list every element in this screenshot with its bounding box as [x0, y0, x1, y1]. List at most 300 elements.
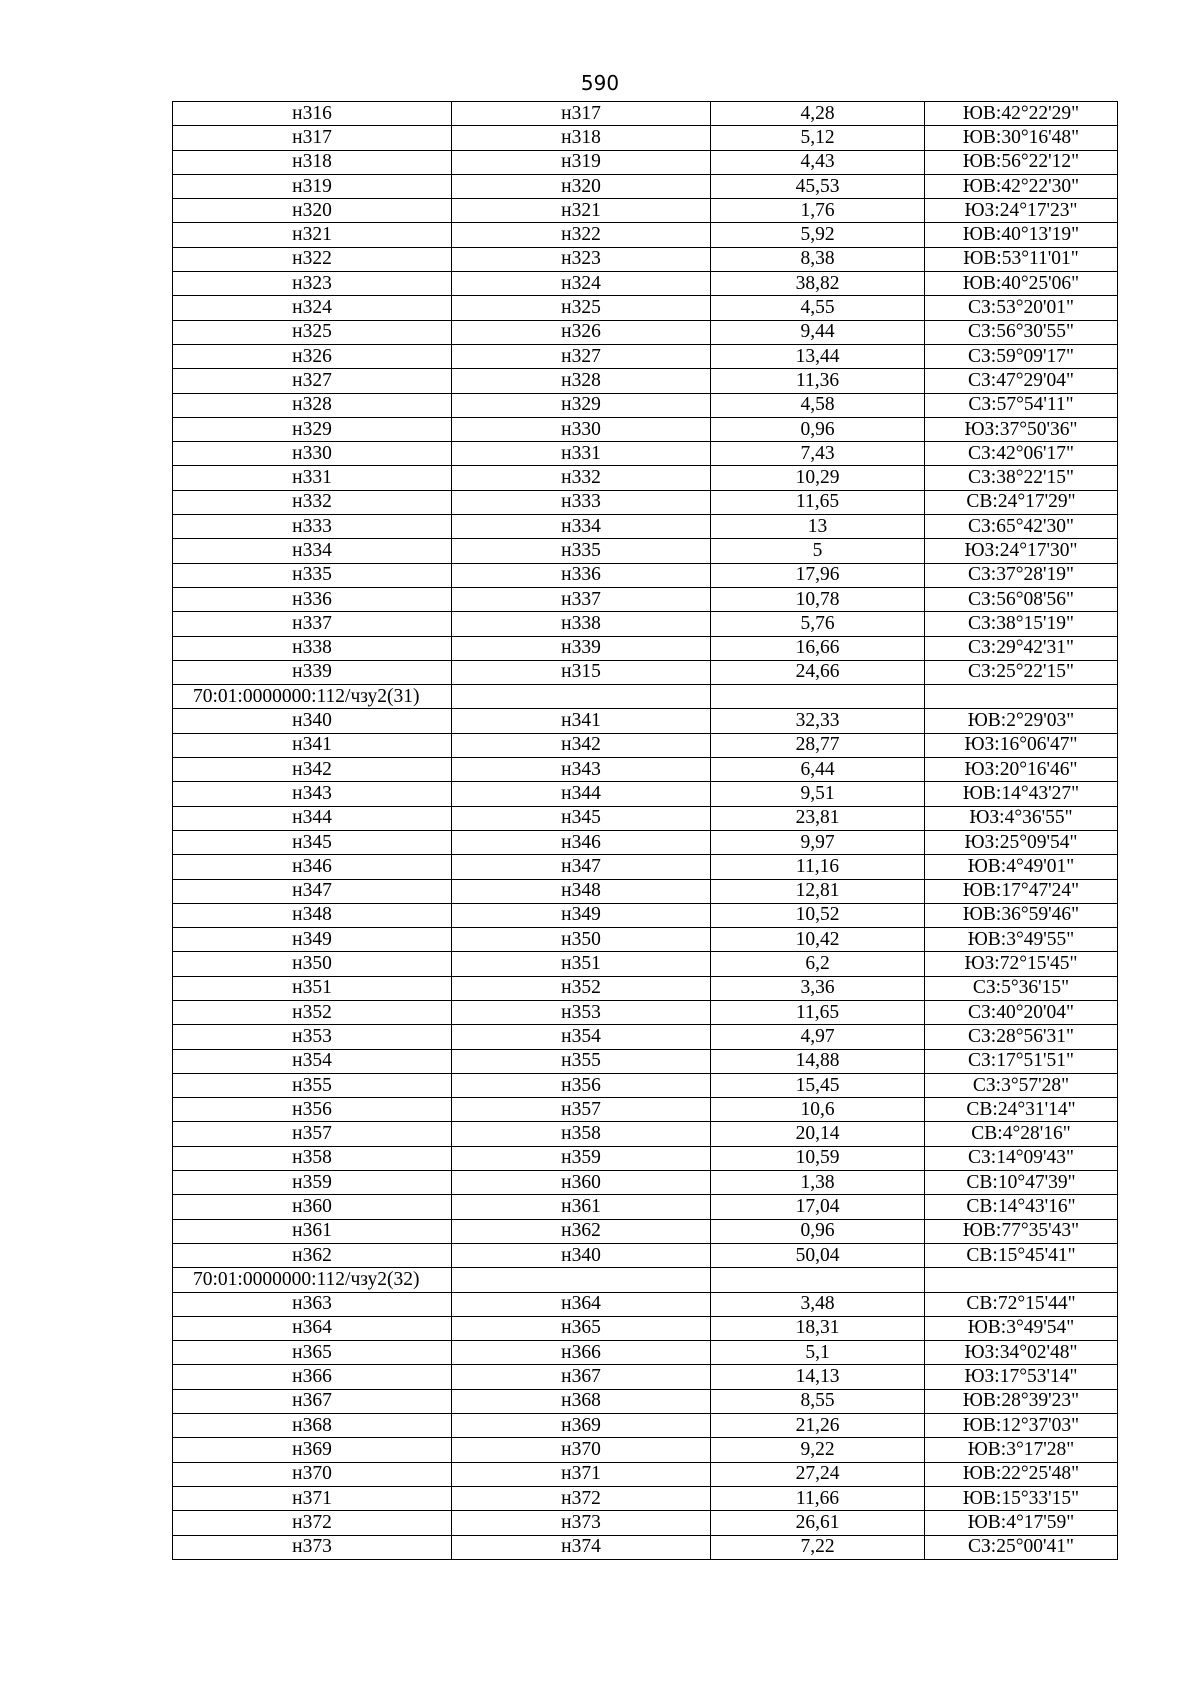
direction-bearing: СЗ:5°36'15"	[925, 976, 1118, 1000]
segment-length: 6,2	[711, 952, 925, 976]
segment-length: 15,45	[711, 1073, 925, 1097]
direction-bearing: ЮЗ:20°16'46"	[925, 758, 1118, 782]
table-row	[173, 1292, 1118, 1316]
table-row	[173, 1462, 1118, 1486]
direction-bearing: ЮВ:3°17'28"	[925, 1438, 1118, 1462]
point-to: н351	[452, 952, 711, 976]
point-from: н328	[173, 393, 452, 417]
point-to: н349	[452, 903, 711, 927]
point-from: н345	[173, 830, 452, 854]
table-row	[173, 1365, 1118, 1389]
segment-length: 45,53	[711, 174, 925, 198]
segment-length: 27,24	[711, 1462, 925, 1486]
segment-length: 8,55	[711, 1389, 925, 1413]
table-row	[173, 782, 1118, 806]
segment-length: 5,1	[711, 1341, 925, 1365]
point-to: н319	[452, 150, 711, 174]
point-to: н366	[452, 1341, 711, 1365]
point-from: н349	[173, 928, 452, 952]
segment-length: 32,33	[711, 709, 925, 733]
point-to: н354	[452, 1025, 711, 1049]
segment-length: 6,44	[711, 758, 925, 782]
table-row	[173, 247, 1118, 271]
point-to: н367	[452, 1365, 711, 1389]
segment-length: 4,43	[711, 150, 925, 174]
boundary-segments-table	[172, 101, 1118, 1560]
table-row	[173, 806, 1118, 830]
direction-bearing: СЗ:17°51'51"	[925, 1049, 1118, 1073]
point-from: н327	[173, 369, 452, 393]
table-row	[173, 150, 1118, 174]
point-to: н330	[452, 417, 711, 441]
point-from: н317	[173, 126, 452, 150]
segment-length: 13,44	[711, 344, 925, 368]
segment-length: 3,48	[711, 1292, 925, 1316]
point-to: н356	[452, 1073, 711, 1097]
direction-bearing: ЮВ:4°49'01"	[925, 855, 1118, 879]
segment-length: 16,66	[711, 636, 925, 660]
point-from: н366	[173, 1365, 452, 1389]
direction-bearing: ЮЗ:34°02'48"	[925, 1341, 1118, 1365]
table-row	[173, 126, 1118, 150]
point-from: н363	[173, 1292, 452, 1316]
table-body	[173, 102, 1118, 1560]
segment-length: 11,36	[711, 369, 925, 393]
point-to: н315	[452, 660, 711, 684]
direction-bearing: ЮВ:15°33'15"	[925, 1486, 1118, 1510]
point-from: н359	[173, 1171, 452, 1195]
section-empty-col-3	[711, 685, 925, 709]
table-row	[173, 1316, 1118, 1340]
table-row	[173, 952, 1118, 976]
point-to: н345	[452, 806, 711, 830]
table-row	[173, 563, 1118, 587]
table-row	[173, 1146, 1118, 1170]
segment-length: 20,14	[711, 1122, 925, 1146]
segment-length: 11,65	[711, 490, 925, 514]
table-row	[173, 102, 1118, 126]
table-row	[173, 1243, 1118, 1267]
point-to: н369	[452, 1414, 711, 1438]
point-from: н364	[173, 1316, 452, 1340]
point-to: н365	[452, 1316, 711, 1340]
table-row	[173, 1414, 1118, 1438]
direction-bearing: ЮЗ:37°50'36"	[925, 417, 1118, 441]
direction-bearing: ЮЗ:24°17'30"	[925, 539, 1118, 563]
point-from: н316	[173, 102, 452, 126]
segment-length: 4,28	[711, 102, 925, 126]
point-to: н361	[452, 1195, 711, 1219]
segment-length: 18,31	[711, 1316, 925, 1340]
point-from: н353	[173, 1025, 452, 1049]
point-to: н325	[452, 296, 711, 320]
direction-bearing: СЗ:28°56'31"	[925, 1025, 1118, 1049]
point-to: н335	[452, 539, 711, 563]
direction-bearing: ЮВ:2°29'03"	[925, 709, 1118, 733]
point-to: н334	[452, 515, 711, 539]
direction-bearing: СВ:72°15'44"	[925, 1292, 1118, 1316]
table-row	[173, 976, 1118, 1000]
segment-length: 9,51	[711, 782, 925, 806]
direction-bearing: ЮЗ:24°17'23"	[925, 199, 1118, 223]
table-row	[173, 199, 1118, 223]
direction-bearing: ЮВ:3°49'54"	[925, 1316, 1118, 1340]
direction-bearing: СВ:14°43'16"	[925, 1195, 1118, 1219]
point-to: н346	[452, 830, 711, 854]
point-to: н362	[452, 1219, 711, 1243]
table-row	[173, 393, 1118, 417]
point-to: н359	[452, 1146, 711, 1170]
point-to: н341	[452, 709, 711, 733]
segment-length: 4,97	[711, 1025, 925, 1049]
direction-bearing: СЗ:42°06'17"	[925, 442, 1118, 466]
segment-length: 0,96	[711, 417, 925, 441]
direction-bearing: ЮВ:3°49'55"	[925, 928, 1118, 952]
segment-length: 10,78	[711, 587, 925, 611]
segment-length: 5	[711, 539, 925, 563]
table-row	[173, 587, 1118, 611]
point-from: н358	[173, 1146, 452, 1170]
table-row	[173, 515, 1118, 539]
direction-bearing: СЗ:56°08'56"	[925, 587, 1118, 611]
point-to: н333	[452, 490, 711, 514]
segment-length: 38,82	[711, 272, 925, 296]
point-to: н350	[452, 928, 711, 952]
table-row	[173, 903, 1118, 927]
segment-length: 23,81	[711, 806, 925, 830]
table-row	[173, 612, 1118, 636]
table-row	[173, 490, 1118, 514]
table-row	[173, 344, 1118, 368]
point-from: н341	[173, 733, 452, 757]
point-from: н330	[173, 442, 452, 466]
segment-length: 17,04	[711, 1195, 925, 1219]
direction-bearing: СЗ:38°15'19"	[925, 612, 1118, 636]
direction-bearing: СЗ:40°20'04"	[925, 1000, 1118, 1024]
table-row	[173, 709, 1118, 733]
segment-length: 26,61	[711, 1511, 925, 1535]
point-from: н325	[173, 320, 452, 344]
table-row	[173, 660, 1118, 684]
section-empty-col-3	[711, 1268, 925, 1292]
direction-bearing: ЮВ:40°13'19"	[925, 223, 1118, 247]
direction-bearing: СВ:24°31'14"	[925, 1098, 1118, 1122]
point-from: н356	[173, 1098, 452, 1122]
point-to: н342	[452, 733, 711, 757]
segment-length: 13	[711, 515, 925, 539]
direction-bearing: СЗ:3°57'28"	[925, 1073, 1118, 1097]
point-from: н320	[173, 199, 452, 223]
point-from: н331	[173, 466, 452, 490]
point-from: н332	[173, 490, 452, 514]
point-from: н333	[173, 515, 452, 539]
segment-length: 9,22	[711, 1438, 925, 1462]
point-to: н357	[452, 1098, 711, 1122]
point-from: н346	[173, 855, 452, 879]
table-row	[173, 1511, 1118, 1535]
table-row	[173, 1486, 1118, 1510]
point-from: н362	[173, 1243, 452, 1267]
point-to: н328	[452, 369, 711, 393]
point-to: н326	[452, 320, 711, 344]
point-to: н353	[452, 1000, 711, 1024]
segment-length: 28,77	[711, 733, 925, 757]
point-from: н338	[173, 636, 452, 660]
point-from: н373	[173, 1535, 452, 1559]
table-row	[173, 223, 1118, 247]
direction-bearing: СЗ:56°30'55"	[925, 320, 1118, 344]
point-to: н317	[452, 102, 711, 126]
segment-length: 1,76	[711, 199, 925, 223]
direction-bearing: СЗ:25°00'41"	[925, 1535, 1118, 1559]
page-number: 590	[580, 71, 620, 95]
table-row	[173, 855, 1118, 879]
table-row	[173, 442, 1118, 466]
direction-bearing: ЮЗ:25°09'54"	[925, 830, 1118, 854]
point-from: н339	[173, 660, 452, 684]
direction-bearing: СЗ:37°28'19"	[925, 563, 1118, 587]
point-to: н373	[452, 1511, 711, 1535]
point-to: н336	[452, 563, 711, 587]
point-from: н369	[173, 1438, 452, 1462]
direction-bearing: ЮВ:17°47'24"	[925, 879, 1118, 903]
point-to: н364	[452, 1292, 711, 1316]
segment-length: 10,59	[711, 1146, 925, 1170]
direction-bearing: ЮВ:36°59'46"	[925, 903, 1118, 927]
point-from: н329	[173, 417, 452, 441]
point-to: н324	[452, 272, 711, 296]
segment-length: 4,58	[711, 393, 925, 417]
point-to: н337	[452, 587, 711, 611]
point-from: н348	[173, 903, 452, 927]
point-to: н327	[452, 344, 711, 368]
direction-bearing: ЮВ:28°39'23"	[925, 1389, 1118, 1413]
point-from: н342	[173, 758, 452, 782]
section-empty-col-2	[452, 1268, 711, 1292]
point-to: н321	[452, 199, 711, 223]
segment-length: 21,26	[711, 1414, 925, 1438]
segment-length: 12,81	[711, 879, 925, 903]
direction-bearing: СЗ:57°54'11"	[925, 393, 1118, 417]
point-to: н331	[452, 442, 711, 466]
segment-length: 11,16	[711, 855, 925, 879]
segment-length: 17,96	[711, 563, 925, 587]
direction-bearing: ЮЗ:17°53'14"	[925, 1365, 1118, 1389]
point-from: н360	[173, 1195, 452, 1219]
point-from: н334	[173, 539, 452, 563]
table-row	[173, 417, 1118, 441]
segment-length: 14,13	[711, 1365, 925, 1389]
table-row	[173, 733, 1118, 757]
point-to: н323	[452, 247, 711, 271]
direction-bearing: ЮВ:14°43'27"	[925, 782, 1118, 806]
table-row	[173, 320, 1118, 344]
segment-length: 5,12	[711, 126, 925, 150]
segment-length: 4,55	[711, 296, 925, 320]
segment-length: 9,97	[711, 830, 925, 854]
direction-bearing: ЮЗ:16°06'47"	[925, 733, 1118, 757]
segment-length: 50,04	[711, 1243, 925, 1267]
point-from: н355	[173, 1073, 452, 1097]
point-from: н337	[173, 612, 452, 636]
section-empty-col-2	[452, 685, 711, 709]
table-row	[173, 272, 1118, 296]
direction-bearing: СЗ:14°09'43"	[925, 1146, 1118, 1170]
segment-length: 0,96	[711, 1219, 925, 1243]
segment-length: 7,22	[711, 1535, 925, 1559]
point-from: н365	[173, 1341, 452, 1365]
direction-bearing: СВ:15°45'41"	[925, 1243, 1118, 1267]
section-empty-col-4	[925, 685, 1118, 709]
point-from: н350	[173, 952, 452, 976]
segment-length: 10,29	[711, 466, 925, 490]
table-row	[173, 1195, 1118, 1219]
point-from: н357	[173, 1122, 452, 1146]
table-row	[173, 1341, 1118, 1365]
point-to: н368	[452, 1389, 711, 1413]
point-to: н329	[452, 393, 711, 417]
segment-length: 10,52	[711, 903, 925, 927]
point-to: н372	[452, 1486, 711, 1510]
point-to: н352	[452, 976, 711, 1000]
point-from: н323	[173, 272, 452, 296]
table-row	[173, 539, 1118, 563]
point-to: н322	[452, 223, 711, 247]
point-from: н318	[173, 150, 452, 174]
direction-bearing: СВ:24°17'29"	[925, 490, 1118, 514]
direction-bearing: ЮВ:22°25'48"	[925, 1462, 1118, 1486]
segment-length: 10,6	[711, 1098, 925, 1122]
point-to: н344	[452, 782, 711, 806]
direction-bearing: ЮВ:42°22'30"	[925, 174, 1118, 198]
direction-bearing: СЗ:53°20'01"	[925, 296, 1118, 320]
point-from: н344	[173, 806, 452, 830]
direction-bearing: СЗ:59°09'17"	[925, 344, 1118, 368]
point-from: н324	[173, 296, 452, 320]
direction-bearing: ЮВ:4°17'59"	[925, 1511, 1118, 1535]
table-row	[173, 1122, 1118, 1146]
direction-bearing: ЮВ:53°11'01"	[925, 247, 1118, 271]
table-row	[173, 174, 1118, 198]
point-to: н355	[452, 1049, 711, 1073]
table-row	[173, 1171, 1118, 1195]
table-row	[173, 1389, 1118, 1413]
table-row	[173, 1025, 1118, 1049]
point-to: н338	[452, 612, 711, 636]
direction-bearing: СВ:4°28'16"	[925, 1122, 1118, 1146]
point-from: н352	[173, 1000, 452, 1024]
direction-bearing: ЮВ:56°22'12"	[925, 150, 1118, 174]
table-row	[173, 636, 1118, 660]
table-row	[173, 1098, 1118, 1122]
segment-length: 24,66	[711, 660, 925, 684]
section-row	[173, 685, 1118, 709]
point-to: н320	[452, 174, 711, 198]
direction-bearing: ЮВ:42°22'29"	[925, 102, 1118, 126]
point-to: н371	[452, 1462, 711, 1486]
table-row	[173, 1219, 1118, 1243]
segment-length: 3,36	[711, 976, 925, 1000]
table-row	[173, 830, 1118, 854]
point-from: н372	[173, 1511, 452, 1535]
point-from: н368	[173, 1414, 452, 1438]
table-row	[173, 296, 1118, 320]
point-from: н321	[173, 223, 452, 247]
segment-length: 7,43	[711, 442, 925, 466]
direction-bearing: ЮВ:40°25'06"	[925, 272, 1118, 296]
segment-length: 8,38	[711, 247, 925, 271]
table-row	[173, 928, 1118, 952]
point-to: н343	[452, 758, 711, 782]
point-to: н374	[452, 1535, 711, 1559]
table-row	[173, 1073, 1118, 1097]
point-to: н347	[452, 855, 711, 879]
point-to: н348	[452, 879, 711, 903]
segment-length: 9,44	[711, 320, 925, 344]
point-from: н354	[173, 1049, 452, 1073]
table-row	[173, 1049, 1118, 1073]
table-row	[173, 369, 1118, 393]
direction-bearing: ЮВ:77°35'43"	[925, 1219, 1118, 1243]
section-row	[173, 1268, 1118, 1292]
point-from: н351	[173, 976, 452, 1000]
table-row	[173, 1438, 1118, 1462]
point-from: н336	[173, 587, 452, 611]
segment-length: 14,88	[711, 1049, 925, 1073]
point-from: н370	[173, 1462, 452, 1486]
section-label: 70:01:0000000:112/чзу2(32)	[173, 1268, 452, 1292]
direction-bearing: СЗ:38°22'15"	[925, 466, 1118, 490]
point-from: н319	[173, 174, 452, 198]
direction-bearing: ЮЗ:4°36'55"	[925, 806, 1118, 830]
table-row	[173, 879, 1118, 903]
direction-bearing: СЗ:47°29'04"	[925, 369, 1118, 393]
point-from: н340	[173, 709, 452, 733]
direction-bearing: СВ:10°47'39"	[925, 1171, 1118, 1195]
point-from: н343	[173, 782, 452, 806]
section-label: 70:01:0000000:112/чзу2(31)	[173, 685, 452, 709]
direction-bearing: ЮВ:30°16'48"	[925, 126, 1118, 150]
point-from: н347	[173, 879, 452, 903]
direction-bearing: СЗ:65°42'30"	[925, 515, 1118, 539]
point-from: н326	[173, 344, 452, 368]
segment-length: 11,65	[711, 1000, 925, 1024]
point-from: н335	[173, 563, 452, 587]
point-to: н332	[452, 466, 711, 490]
segment-length: 10,42	[711, 928, 925, 952]
point-from: н322	[173, 247, 452, 271]
point-from: н367	[173, 1389, 452, 1413]
table-row	[173, 466, 1118, 490]
point-to: н360	[452, 1171, 711, 1195]
table-row	[173, 758, 1118, 782]
segment-length: 5,92	[711, 223, 925, 247]
segment-length: 1,38	[711, 1171, 925, 1195]
table-row	[173, 1000, 1118, 1024]
point-to: н339	[452, 636, 711, 660]
point-from: н361	[173, 1219, 452, 1243]
direction-bearing: ЮЗ:72°15'45"	[925, 952, 1118, 976]
direction-bearing: СЗ:29°42'31"	[925, 636, 1118, 660]
point-to: н358	[452, 1122, 711, 1146]
point-to: н340	[452, 1243, 711, 1267]
direction-bearing: СЗ:25°22'15"	[925, 660, 1118, 684]
point-to: н370	[452, 1438, 711, 1462]
point-from: н371	[173, 1486, 452, 1510]
direction-bearing: ЮВ:12°37'03"	[925, 1414, 1118, 1438]
segment-length: 5,76	[711, 612, 925, 636]
point-to: н318	[452, 126, 711, 150]
